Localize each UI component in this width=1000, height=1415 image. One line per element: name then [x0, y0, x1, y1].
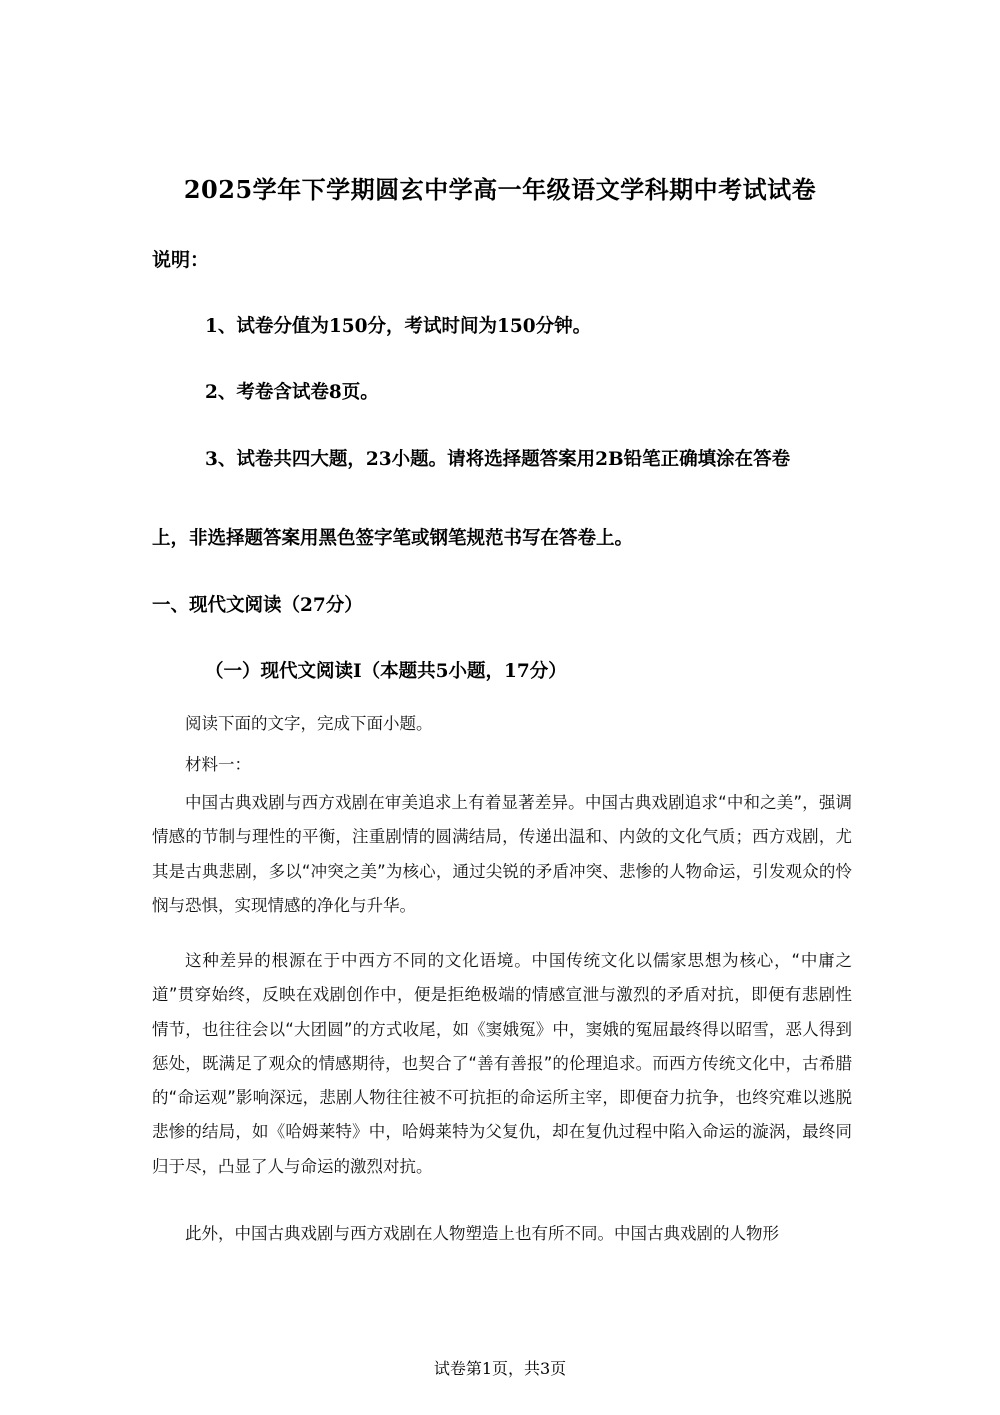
- paragraph-3: [152, 1217, 852, 1251]
- paragraph-3-text: 此外，中国古典戏剧与西方戏剧在人物塑造上也有所不同。中国古典戏剧的人物形: [185, 1224, 779, 1243]
- instruction-item-3: 3、试卷共四大题，23小题。请将选择题答案用2B铅笔正确填涂在答卷: [205, 449, 791, 470]
- exam-title: 2025学年下学期圆玄中学高一年级语文学科期中考试试卷: [183, 175, 817, 204]
- reading-instruction: [152, 707, 852, 741]
- page-footer: 试卷第1页，共3页: [433, 1359, 567, 1378]
- paragraph-2: [152, 944, 852, 1184]
- reading-instruction-text: 阅读下面的文字，完成下面小题。: [185, 714, 433, 733]
- instruction-item-2: 2、考卷含试卷8页。: [205, 382, 379, 403]
- instruction-item-1: 1、试卷分值为150分，考试时间为150分钟。: [205, 316, 592, 337]
- material-label: [152, 748, 852, 782]
- instruction-item-3-continued: 上，非选择题答案用黑色签字笔或钢笔规范书写在答卷上。: [152, 528, 634, 549]
- paragraph-2-text: 这种差异的根源在于中西方不同的文化语境。中国传统文化以儒家思想为核心，“中庸之道”贯穿始终，反映在戏剧创作中，便是拒绝极端的情感宣泄与激烈的矛盾对抗，即便有悲剧性情节，也往往会以“大团圆”的方式收尾，如《窦娥冤》中，窦娥的冤屈最终得以昭雪，恶人得到惩处，既满足了观众的情感期待，也契合了“善有善报”的伦理追求。而西方传统文化中，古希腊的“命运观”影响深远，悲剧人物往往被不可抗拒的命运所主宰，即便奋力抗争，也终究难以逃脱悲惨的结局，如《哈姆莱特》中，哈姆莱特为父复仇，却在复仇过程中陷入命运的漩涡，最终同归于尽，凸显了人与命运的激烈对抗。: [152, 951, 852, 1176]
- paragraph-1: [152, 786, 852, 923]
- subsection-heading: （一）现代文阅读Ⅰ（本题共5小题，17分）: [205, 661, 567, 682]
- paragraph-1-text: 中国古典戏剧与西方戏剧在审美追求上有着显著差异。中国古典戏剧追求“中和之美”，强调情感的节制与理性的平衡，注重剧情的圆满结局，传递出温和、内敛的文化气质；西方戏剧，尤其是古典悲剧，多以“冲突之美”为核心，通过尖锐的矛盾冲突、悲惨的人物命运，引发观众的怜悯与恐惧，实现情感的净化与升华。: [152, 793, 852, 915]
- instructions-label: 说明：: [152, 249, 210, 271]
- material-label-text: 材料一：: [185, 755, 251, 774]
- section-heading: 一、现代文阅读（27分）: [152, 595, 363, 616]
